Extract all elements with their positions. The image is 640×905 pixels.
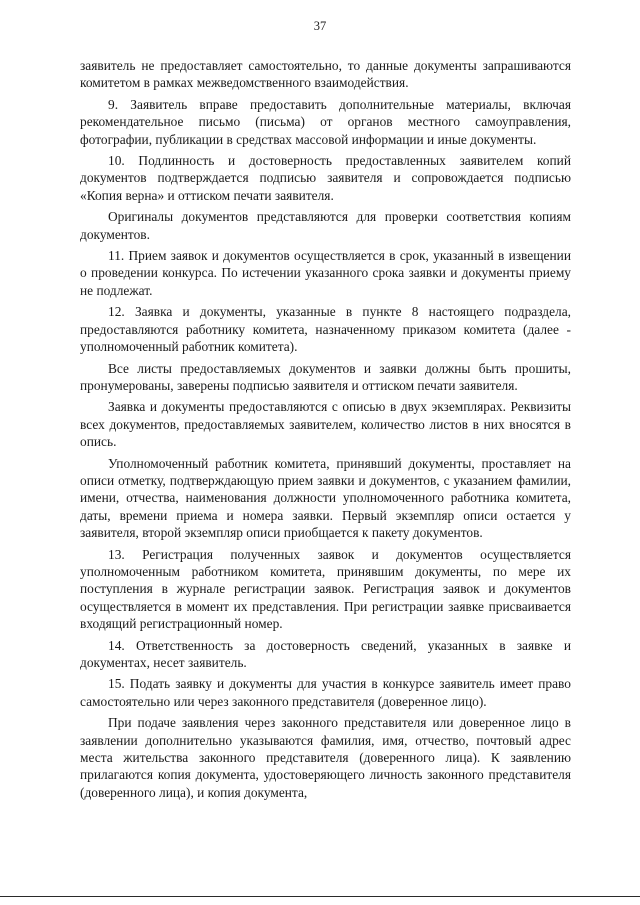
paragraph-inventory: Заявка и документы предоставляются с описью в двух экземплярах. Реквизиты всех документов, предоставляемых заявителем, количество листов в них вносятся в опись. [80,399,571,450]
paragraph-authorized-worker: Уполномоченный работник комитета, принявший документы, проставляет на описи отметку, подтверждающую прием заявки и документов, с указанием фамилии, имени, отчества, наименования должности уполномоченного работника комитета, даты, времени приема и номера заявки. Первый экземпляр описи остается у заявителя, второй экземпляр описи приобщается к пакету документов. [80,455,571,541]
paragraph-originals: Оригиналы документов представляются для проверки соответствия копиям документов. [80,209,571,242]
bottom-divider [0,896,640,897]
paragraph-item-13: 13. Регистрация полученных заявок и документов осуществляется уполномоченным работником комитета, принявшим документы, по мере их поступления в журнале регистрации заявок. Регистрация заявок и документов осуществляется в момент их представления. При регистрации заявке присваивается входящий регистрационный номер. [80,546,571,632]
paragraph-item-15: 15. Подать заявку и документы для участия в конкурсе заявитель имеет право самостоятельно или через законного представителя (доверенное лицо). [80,676,571,709]
paragraph-item-12: 12. Заявка и документы, указанные в пункте 8 настоящего подраздела, предоставляются работнику комитета, назначенному приказом комитета (далее - уполномоченный работник комитета). [80,304,571,355]
paragraph-continuation: заявитель не предоставляет самостоятельно, то данные документы запрашиваются комитетом в рамках межведомственного взаимодействия. [80,58,571,91]
paragraph-representative: При подаче заявления через законного представителя или доверенное лицо в заявлении дополнительно указываются фамилия, имя, отчество, почтовый адрес места жительства законного представителя (доверенного лица). К заявлению прилагаются копия документа, удостоверяющего личность законного представителя (доверенного лица), и копия документа, [80,715,571,800]
paragraph-item-14: 14. Ответственность за достоверность сведений, указанных в заявке и документах, несет заявитель. [80,637,571,670]
document-body [80,57,571,805]
page-number: 37 [313,19,327,33]
paragraph-item-11: 11. Прием заявок и документов осуществляется в срок, указанный в извещении о проведении конкурса. По истечении указанного срока заявки и документы приему не подлежат. [80,248,571,298]
paragraph-sheets: Все листы предоставляемых документов и заявки должны быть прошиты, пронумерованы, заверены подписью заявителя и оттиском печати заявителя. [80,360,571,393]
paragraph-item-10: 10. Подлинность и достоверность предоставленных заявителем копий документов подтверждается подписью заявителя и сопровождается подписью «Копия верна» и оттиском печати заявителя. [80,153,571,203]
paragraph-item-9: 9. Заявитель вправе предоставить дополнительные материалы, включая рекомендательное письмо (письма) от органов местного самоуправления, фотографии, публикации в средствах массовой информации и иные документы. [80,96,571,147]
